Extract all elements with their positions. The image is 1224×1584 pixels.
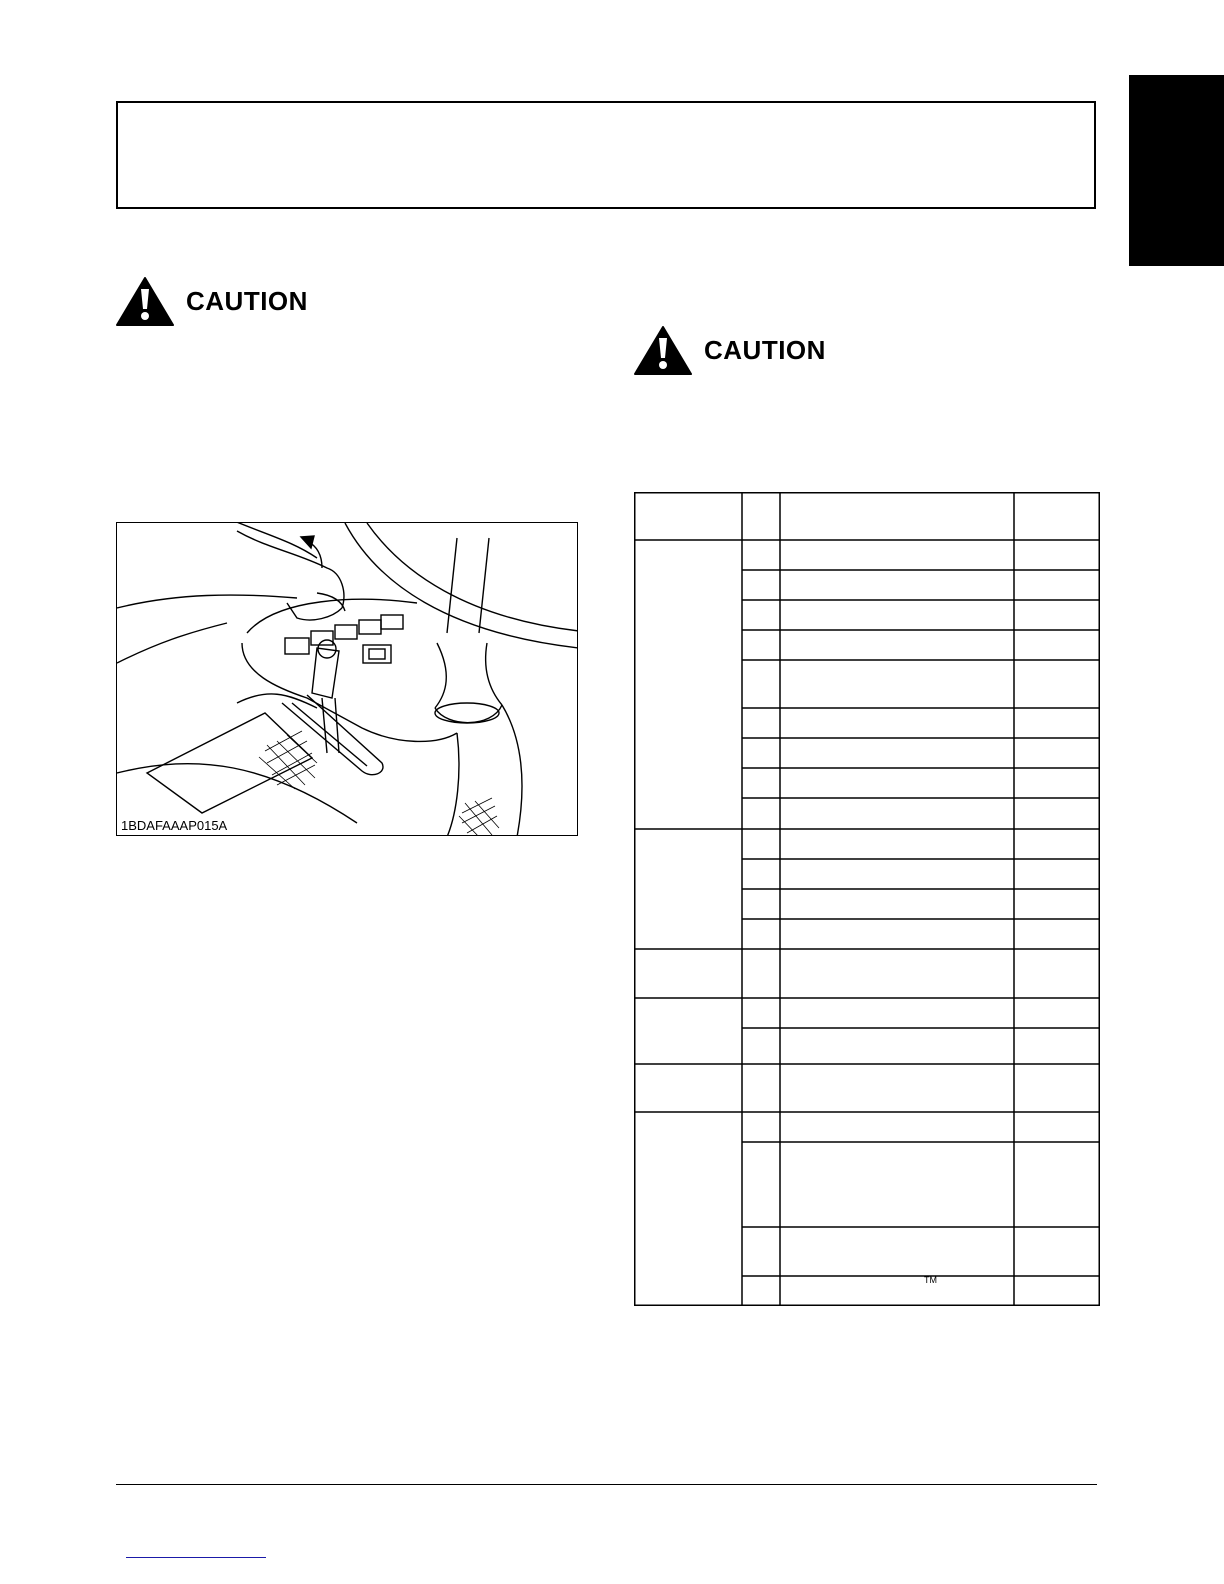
table-grid — [634, 492, 1100, 1306]
footer-link-underline[interactable] — [126, 1557, 266, 1558]
caution-block — [116, 276, 308, 326]
dashboard-illustration — [117, 523, 578, 836]
caution-label: CAUTION — [186, 285, 308, 316]
illustration-figure — [116, 522, 578, 836]
caution-label: CAUTION — [704, 334, 826, 365]
spec-table — [634, 492, 1100, 1306]
footer-rule — [116, 1484, 1097, 1485]
title-box — [116, 101, 1096, 209]
warning-triangle-icon — [634, 325, 692, 375]
section-tab — [1129, 75, 1224, 266]
caution-block — [634, 325, 826, 375]
figure-code: 1BDAFAAAP015A — [121, 818, 228, 833]
trademark-mark: TM — [924, 1275, 937, 1285]
warning-triangle-icon — [116, 276, 174, 326]
